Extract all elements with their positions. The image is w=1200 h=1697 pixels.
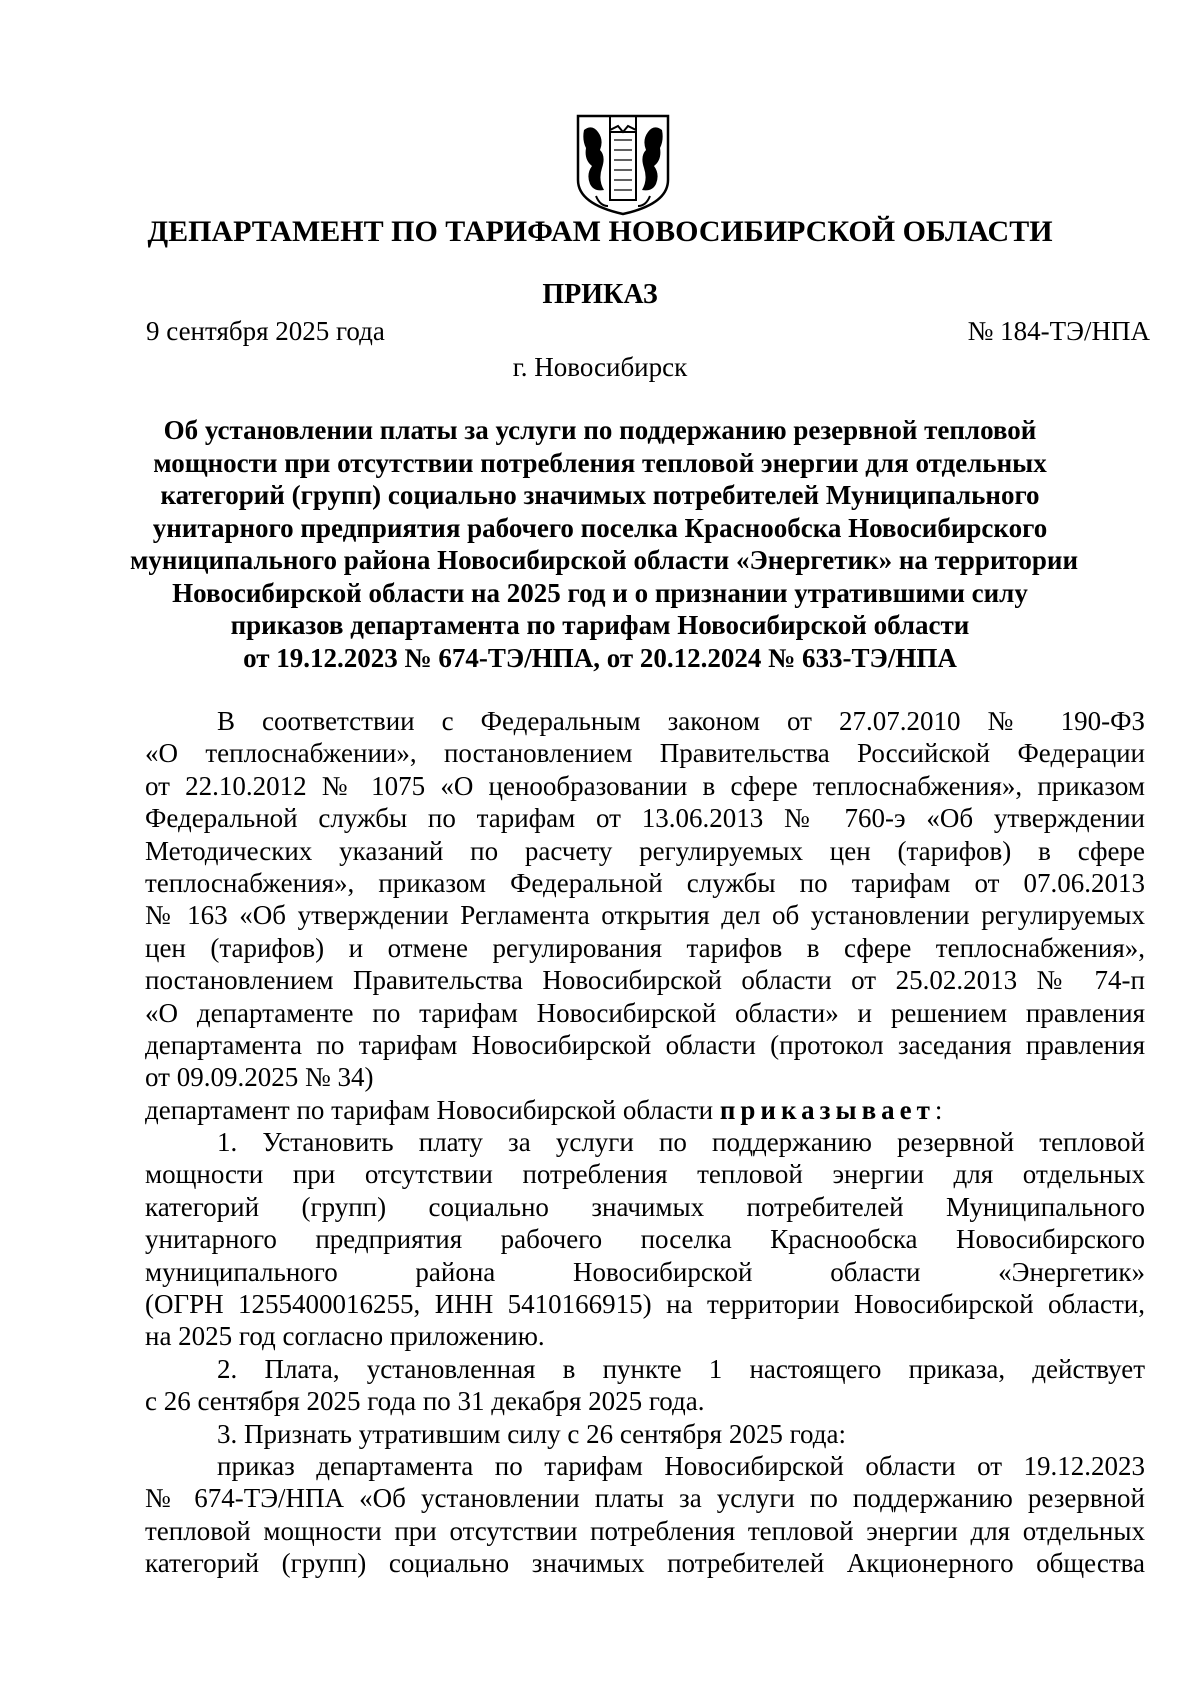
preamble-line: № 163 «Об утверждении Регламента открытия дел об установлении регулируемых [145,900,1145,931]
item3a-line: тепловой мощности при отсутствии потребления тепловой энергии для отдельных [145,1515,1145,1546]
item1-line: 1. Установить плату за услуги по поддержанию резервной тепловой [217,1127,1145,1158]
coat-of-arms-emblem [570,110,676,218]
item1-line: мощности при отсутствии потребления тепловой энергии для отдельных [145,1159,1145,1190]
document-title [130,414,1079,674]
title-line: мощности при отсутствии потребления тепловой энергии для отдельных [153,447,1047,478]
document-city: г. Новосибирск [512,352,688,382]
item2-line: 2. Плата, установленная в пункте 1 настоящего приказа, действует [217,1353,1145,1384]
title-line: от 19.12.2023 № 674-ТЭ/НПА, от 20.12.2024 № 633-ТЭ/НПА [243,642,957,673]
document-type: ПРИКАЗ [542,279,658,310]
preamble-line: «О департаменте по тарифам Новосибирской области» и решением правления [145,997,1145,1028]
preamble-line: В соответствии с Федеральным законом от 27.07.2010 № 190-ФЗ [217,706,1145,736]
orders-lead: департамент по тарифам Новосибирской области [145,1094,720,1125]
title-line: Об установлении платы за услуги по поддержанию резервной тепловой [163,415,1037,445]
title-line: категорий (групп) социально значимых потребителей Муниципального [160,480,1040,510]
item1-line: (ОГРН 1255400016255, ИНН 5410166915) на территории Новосибирской области, [145,1289,1145,1320]
orders-line [145,1094,1145,1126]
document-number: № 184-ТЭ/НПА [967,316,1150,346]
title-line: муниципального района Новосибирской области «Энергетик» на территории [130,545,1079,575]
preamble-line: от 22.10.2012 № 1075 «О ценообразовании в сфере теплоснабжения», приказом [145,770,1145,801]
item3a-line: приказ департамента по тарифам Новосибирской области от 19.12.2023 [217,1450,1145,1481]
preamble-line: Методических указаний по расчету регулируемых цен (тарифов) в сфере [145,835,1145,866]
item1-line: муниципального района Новосибирской области «Энергетик» [145,1256,1145,1287]
document-body [145,705,1145,1580]
item3a-line: категорий (групп) социально значимых потребителей Акционерного общества [145,1548,1145,1579]
preamble-line: от 09.09.2025 № 34) [145,1062,374,1093]
title-line: Новосибирской области на 2025 год и о признании утратившими силу [172,577,1028,608]
orders-colon: : [934,1094,943,1125]
title-line: унитарного предприятия рабочего поселка Краснообска Новосибирского [152,512,1048,543]
preamble-line: постановлением Правительства Новосибирской области от 25.02.2013 № 74-п [145,965,1145,996]
title-line: приказов департамента по тарифам Новосибирской области [230,610,970,640]
item1-line: на 2025 год согласно приложению. [145,1321,545,1352]
preamble-line: департамента по тарифам Новосибирской области (протокол заседания правления [145,1029,1145,1060]
document-date: 9 сентября 2025 года [146,316,385,346]
orders-verb: приказывает [719,1094,935,1125]
preamble-line: Федеральной службы по тарифам от 13.06.2013 № 760-э «Об утверждении [145,803,1145,834]
item3a-line: № 674-ТЭ/НПА «Об установлении платы за услуги по поддержанию резервной [145,1483,1145,1514]
item3-line: 3. Признать утратившим силу с 26 сентября 2025 года: [217,1418,846,1449]
preamble-line: цен (тарифов) и отмене регулирования тарифов в сфере теплоснабжения», [145,932,1145,963]
department-name: ДЕПАРТАМЕНТ ПО ТАРИФАМ НОВОСИБИРСКОЙ ОБЛАСТИ [147,215,1053,248]
item1-line: унитарного предприятия рабочего поселка Краснообска Новосибирского [145,1224,1145,1255]
preamble-line: «О теплоснабжении», постановлением Правительства Российской Федерации [145,738,1145,769]
item2-line: с 26 сентября 2025 года по 31 декабря 2025 года. [145,1386,705,1417]
item1-line: категорий (групп) социально значимых потребителей Муниципального [145,1191,1145,1222]
preamble-line: теплоснабжения», приказом Федеральной службы по тарифам от 07.06.2013 [145,867,1145,898]
